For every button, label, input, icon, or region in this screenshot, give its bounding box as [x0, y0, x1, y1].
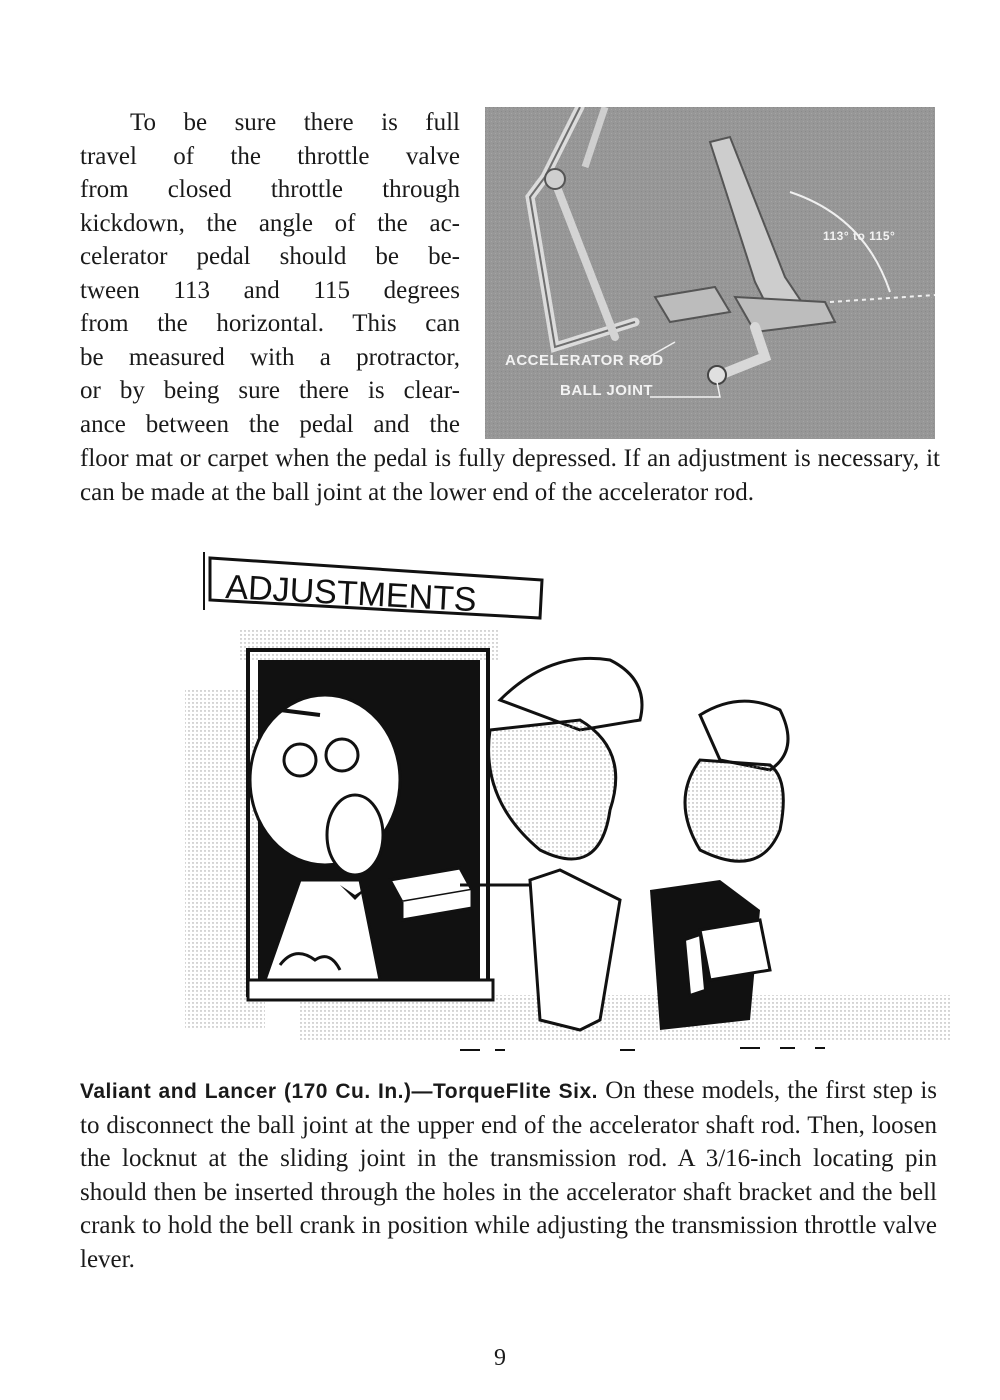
paragraph-line: ance between the pedal and the	[80, 410, 460, 438]
page-number: 9	[494, 1345, 506, 1371]
paragraph-2-body: On these models, the first step is to disconnect the ball joint at the upper end of the accelerator shaft rod. Then, loosen the locknut at the sliding joint in the transmission rod. A 3/16-inch locating pin should then be inserted through the holes in the accelerator shaft bracket and the bell crank to hold the bell crank in position while adjusting the transmission throttle valve lever.	[80, 1077, 937, 1273]
paragraph-line: travel of the throttle valve	[80, 142, 460, 170]
paragraph-line: from closed throttle through	[80, 176, 460, 203]
accelerator-pedal-photo	[485, 107, 935, 439]
paragraph-2	[80, 1074, 937, 1276]
section-heading: Valiant and Lancer (170 Cu. In.)—TorqueFlite Six.	[80, 1080, 598, 1103]
cartoon-illustration	[180, 550, 950, 1060]
adjustments-cartoon	[180, 550, 950, 1060]
paragraph-line: kickdown, the angle of the ac-	[80, 209, 460, 237]
sign-text: ADJUSTMENTS	[224, 568, 478, 620]
accelerator-rod-label: ACCELERATOR ROD	[505, 352, 664, 369]
ball-joint-label: BALL JOINT	[560, 382, 654, 399]
paragraph-line: To be sure there is full	[130, 109, 460, 136]
paragraph-line: or by being sure there is clear-	[80, 377, 460, 404]
paragraph-line: tween 113 and 115 degrees	[80, 276, 460, 304]
paragraph-line: from the horizontal. This can	[80, 310, 460, 337]
pedal-linkage-illustration	[485, 107, 935, 439]
paragraph-line: celerator pedal should be be-	[80, 243, 460, 270]
paragraph-1-continuation: floor mat or carpet when the pedal is fully depressed. If an adjustment is necessary, it can be made at the ball joint at the lower end of the accelerator rod.	[80, 445, 940, 506]
angle-label: 113° to 115°	[823, 229, 896, 243]
paragraph-1-wrapped	[80, 106, 460, 441]
paragraph-line: be measured with a protractor,	[80, 343, 460, 371]
